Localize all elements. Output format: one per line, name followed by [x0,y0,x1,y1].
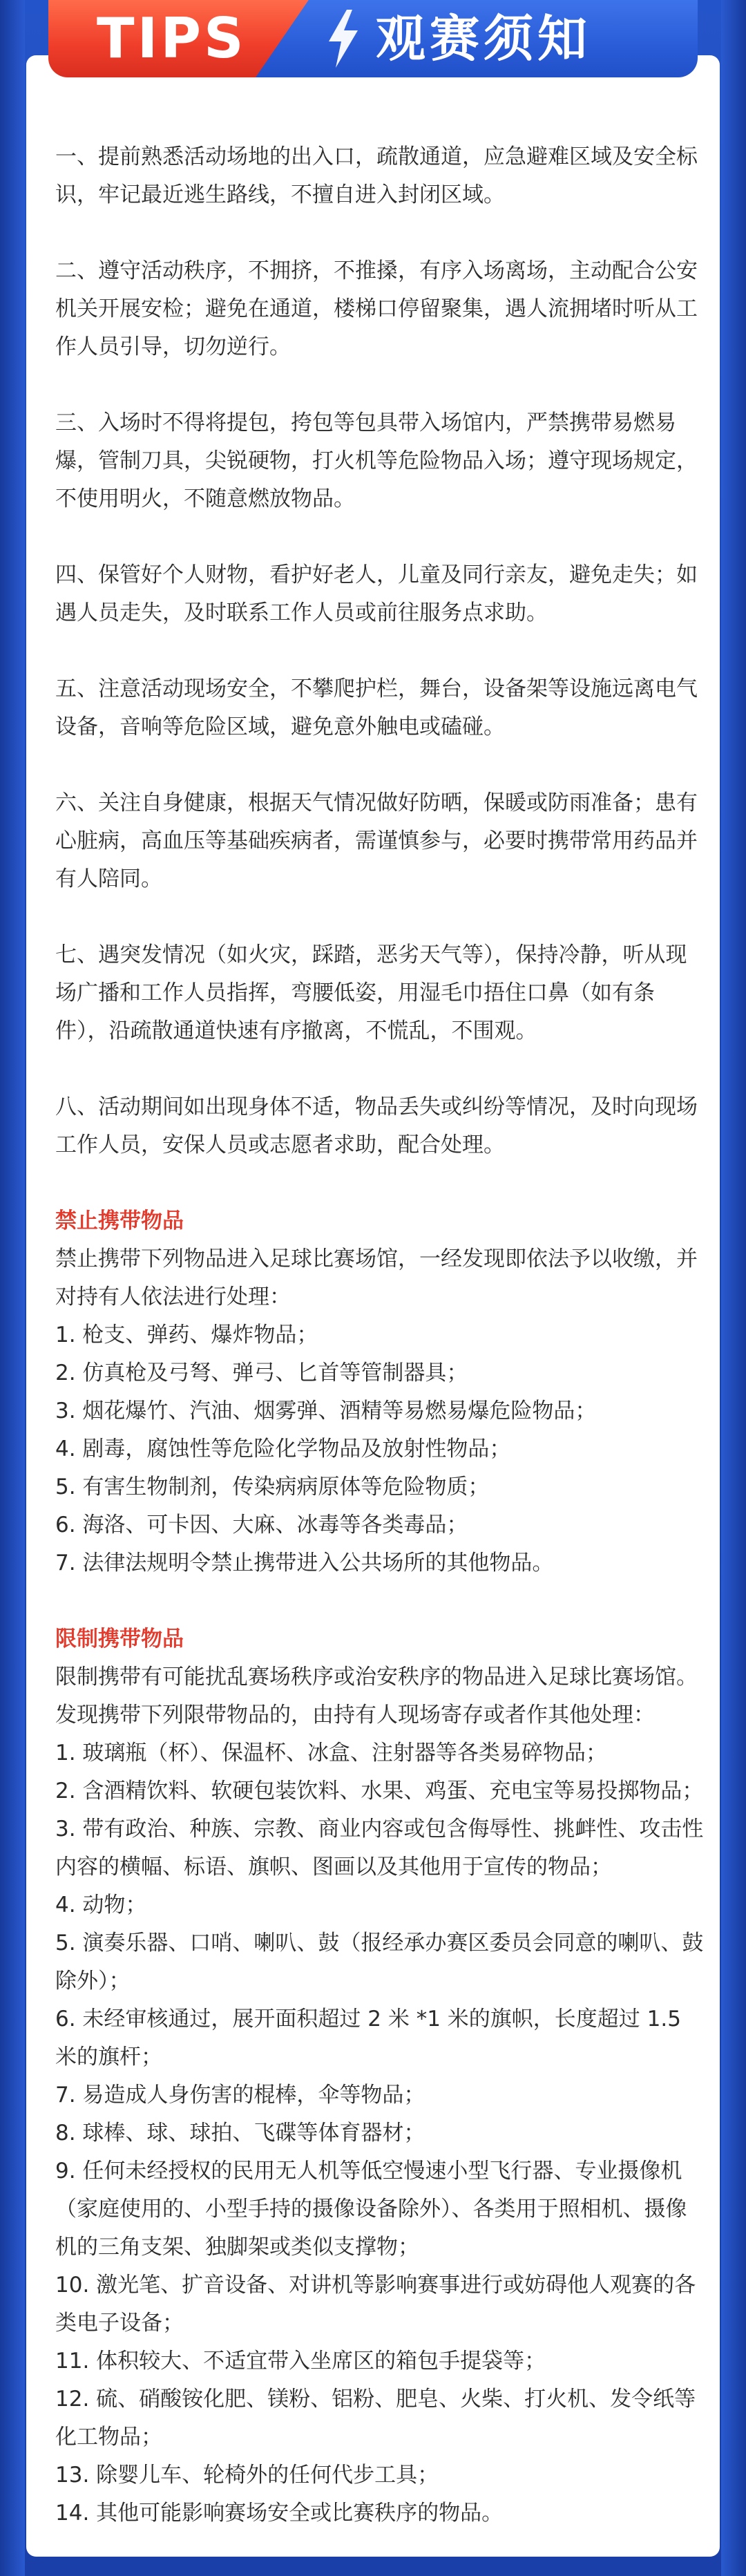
prohibited-intro: 禁止携带下列物品进入足球比赛场馆，一经发现即依法予以收缴，并对持有人依法进行处理： [55,1247,698,1309]
restricted-item: 3. 带有政治、种族、宗教、商业内容或包含侮辱性、挑衅性、攻击性内容的横幅、标语、旗帜、图画以及其他用于宣传的物品； [55,1817,704,1879]
restricted-intro: 限制携带有可能扰乱赛场秩序或治安秩序的物品进入足球比赛场馆。发现携带下列限带物品的，由持有人现场寄存或者作其他处理： [55,1665,698,1727]
restricted-item: 6. 未经审核通过，展开面积超过 2 米 *1 米的旗帜，长度超过 1.5 米的旗杆； [55,2007,688,2070]
restricted-item: 5. 演奏乐器、口哨、喇叭、鼓（报经承办赛区委员会同意的喇叭、鼓除外）； [55,1931,704,1993]
prohibited-item: 3. 烟花爆竹、汽油、烟雾弹、酒精等易燃易爆危险物品； [55,1399,597,1423]
prohibited-item: 7. 法律法规明令禁止携带进入公共场所的其他物品。 [55,1551,554,1575]
rule-item: 五、注意活动现场安全，不攀爬护栏，舞台，设备架等设施远离电气设备，音响等危险区域，避免意外触电或磕碰。 [55,676,698,739]
page-title: 观赛须知 [376,10,592,68]
restricted-item: 11. 体积较大、不适宜带入坐席区的箱包手提袋等； [55,2349,546,2374]
rule-item: 七、遇突发情况（如火灾，踩踏，恶劣天气等），保持冷静，听从现场广播和工作人员指挥，弯腰低姿，用湿毛巾捂住口鼻（如有条件），沿疏散通道快速有序撤离，不慌乱，不围观。 [55,943,687,1043]
prohibited-item: 5. 有害生物制剂，传染病病原体等危险物质； [55,1475,490,1499]
rule-item: 八、活动期间如出现身体不适，物品丢失或纠纷等情况，及时向现场工作人员，安保人员或志愿者求助，配合处理。 [55,1095,698,1157]
header-banner [48,0,698,77]
rule-item: 四、保管好个人财物，看护好老人，儿童及同行亲友，避免走失；如遇人员走失，及时联系工作人员或前往服务点求助。 [55,562,698,625]
prohibited-item: 6. 海洛、可卡因、大麻、冰毒等各类毒品； [55,1513,468,1537]
notice-content [55,138,705,2532]
prohibited-item: 2. 仿真枪及弓弩、弹弓、匕首等管制器具； [55,1361,468,1385]
tips-label: TIPS [97,6,247,70]
rule-item: 六、关注自身健康，根据天气情况做好防晒，保暖或防雨准备；患有心脏病，高血压等基础疾病者，需谨慎参与，必要时携带常用药品并有人陪同。 [55,790,698,891]
left-border-decoration [0,0,25,2576]
restricted-item: 2. 含酒精饮料、软硬包装饮料、水果、鸡蛋、充电宝等易投掷物品； [55,1779,704,1803]
rule-item: 二、遵守活动秩序，不拥挤，不推搡，有序入场离场，主动配合公安机关开展安检；避免在通道，楼梯口停留聚集，遇人流拥堵时听从工作人员引导，切勿逆行。 [55,258,698,359]
rule-item: 三、入场时不得将提包，挎包等包具带入场馆内，严禁携带易燃易爆，管制刀具，尖锐硬物，打火机等危险物品入场；遵守现场规定，不使用明火，不随意燃放物品。 [55,410,698,511]
prohibited-items-heading: 禁止携带物品 [55,1209,184,1233]
restricted-item: 12. 硫、硝酸铵化肥、镁粉、铝粉、肥皂、火柴、打火机、发令纸等化工物品； [55,2387,696,2450]
restricted-item: 9. 任何未经授权的民用无人机等低空慢速小型飞行器、专业摄像机（家庭使用的、小型手持的摄像设备除外）、各类用于照相机、摄像机的三角支架、独脚架或类似支撑物； [55,2159,687,2260]
rule-item: 一、提前熟悉活动场地的出入口，疏散通道，应急避难区域及安全标识，牢记最近逃生路线，不擅自进入封闭区域。 [55,144,698,207]
restricted-item: 10. 激光笔、扩音设备、对讲机等影响赛事进行或妨碍他人观赛的各类电子设备； [55,2273,696,2336]
restricted-item: 1. 玻璃瓶（杯）、保温杯、冰盒、注射器等各类易碎物品； [55,1741,607,1765]
section-spacer [55,1582,705,1620]
prohibited-item: 4. 剧毒，腐蚀性等危险化学物品及放射性物品； [55,1437,511,1461]
restricted-items-heading: 限制携带物品 [55,1627,184,1651]
prohibited-item: 1. 枪支、弹药、爆炸物品； [55,1323,318,1347]
right-border-decoration [721,0,746,2576]
restricted-item: 8. 球棒、球、球拍、飞碟等体育器材； [55,2121,425,2146]
restricted-item: 13. 除婴儿车、轮椅外的任何代步工具； [55,2463,439,2488]
restricted-item: 4. 动物； [55,1893,147,1917]
restricted-item: 7. 易造成人身伤害的棍棒，伞等物品； [55,2083,425,2108]
lightning-bolt-icon [323,10,362,68]
restricted-item: 14. 其他可能影响赛场安全或比赛秩序的物品。 [55,2501,504,2526]
